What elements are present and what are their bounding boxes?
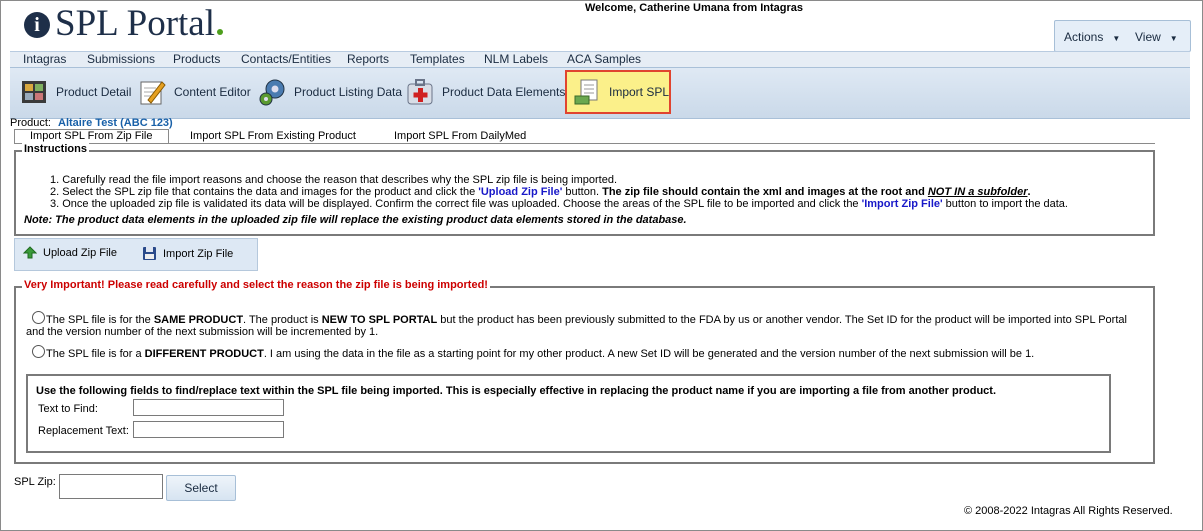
chevron-down-icon: ▼ — [1169, 34, 1178, 43]
product-listing-data-button[interactable] — [258, 67, 402, 117]
replacement-text-input[interactable] — [133, 421, 284, 438]
reason-same-product-text-cont: and the version number of the next submission will be incremented by 1. — [26, 326, 379, 338]
menu-intagras[interactable]: Intagras — [23, 52, 67, 66]
product-data-elements-label: Product Data Elements — [442, 85, 566, 99]
import-spl-label: Import SPL — [609, 85, 670, 99]
tab-divider — [14, 143, 1155, 144]
logo: SPL Portal — [55, 4, 223, 44]
text-to-find-label: Text to Find: — [38, 403, 98, 415]
product-detail-button[interactable] — [20, 67, 131, 117]
view-menu-button[interactable]: View ▼ — [1135, 30, 1178, 44]
select-file-button[interactable]: Select — [166, 475, 236, 501]
upload-zip-label: Upload Zip File — [43, 247, 117, 259]
gear-icon — [258, 78, 286, 106]
menu-submissions[interactable]: Submissions — [87, 52, 156, 66]
reason-same-product-text: The SPL file is for the SAME PRODUCT. The product is NEW TO SPL PORTAL but the product has been previously submitted to the FDA by us or another vendor. The Set ID for the product will be imported into SPL Portal — [46, 314, 1127, 326]
actions-menu-button[interactable]: Actions ▼ — [1064, 30, 1121, 44]
menu-nlm-labels[interactable]: NLM Labels — [484, 52, 549, 66]
menu-products[interactable]: Products — [173, 52, 221, 66]
import-document-icon — [573, 78, 601, 106]
reason-same-product-radio[interactable] — [32, 311, 45, 324]
tab-import-dailymed[interactable]: Import SPL From DailyMed — [394, 130, 527, 142]
chevron-down-icon: ▼ — [1112, 34, 1121, 43]
menu-templates[interactable]: Templates — [410, 52, 465, 66]
copyright: © 2008-2022 Intagras All Rights Reserved. — [964, 505, 1173, 517]
reason-different-product-text: The SPL file is for a DIFFERENT PRODUCT. I am using the data in the file as a starting point for my other product. A new Set ID will be generated and the version number of the next submission will be 1. — [46, 348, 1035, 360]
tab-import-zip[interactable]: Import SPL From Zip File — [30, 130, 153, 142]
menu-aca-samples[interactable]: ACA Samples — [567, 52, 642, 66]
medical-kit-icon — [406, 78, 434, 106]
menu-contacts-entities[interactable]: Contacts/Entities — [241, 52, 332, 66]
edit-pencil-icon — [138, 78, 166, 106]
actions-view-panel — [1054, 20, 1191, 52]
menu-reports[interactable]: Reports — [347, 52, 390, 66]
welcome-message: Welcome, Catherine Umana from Intagras — [585, 2, 804, 14]
text-to-find-input[interactable] — [133, 399, 284, 416]
product-listing-data-label: Product Listing Data — [294, 85, 403, 99]
save-disk-icon — [142, 246, 157, 261]
content-editor-label: Content Editor — [174, 85, 251, 99]
product-data-elements-button[interactable] — [406, 67, 565, 117]
upload-zip-button[interactable] — [23, 246, 117, 260]
instruction-3: 3. Once the uploaded zip file is validated its data will be displayed. Confirm the correct file was uploaded. Choose the areas of the SPL file to be imported and click the 'Import Zip File' button to import the data. — [50, 198, 1068, 210]
product-name-link[interactable]: Altaire Test (ABC 123) — [58, 117, 173, 129]
instruction-1: 1. Carefully read the file import reasons and choose the reason that describes why the SPL zip file is being imported. — [50, 174, 618, 186]
spl-zip-file-input[interactable] — [59, 474, 163, 499]
instruction-2: 2. Select the SPL zip file that contains the data and images for the product and click the 'Upload Zip File' button. The zip file should contain the xml and images at the root and NOT IN a subfolder. — [50, 186, 1031, 198]
import-spl-button[interactable] — [573, 67, 669, 117]
reason-different-product-radio[interactable] — [32, 345, 45, 358]
find-replace-heading: Use the following fields to find/replace text within the SPL file being imported. This is especially effective in replacing the product name if you are importing a file from another product. — [36, 385, 997, 397]
instructions-note: Note: The product data elements in the uploaded zip file will replace the existing product data elements stored in the database. — [24, 214, 687, 226]
replacement-text-label: Replacement Text: — [38, 425, 129, 437]
logo-dot — [217, 29, 223, 35]
grid-icon — [20, 78, 48, 106]
content-editor-button[interactable] — [138, 67, 251, 117]
product-label: Product: — [10, 117, 51, 129]
import-reason-legend: Very Important! Please read carefully and select the reason the zip file is being imported! — [24, 279, 488, 291]
upload-arrow-icon — [23, 246, 37, 260]
product-detail-label: Product Detail — [56, 85, 132, 99]
import-zip-label: Import Zip File — [163, 247, 234, 260]
tab-import-existing[interactable]: Import SPL From Existing Product — [190, 130, 356, 142]
import-zip-button[interactable] — [142, 246, 233, 261]
instructions-legend: Instructions — [24, 143, 87, 155]
spl-zip-label: SPL Zip: — [14, 476, 56, 488]
logo-icon: i — [24, 12, 50, 38]
